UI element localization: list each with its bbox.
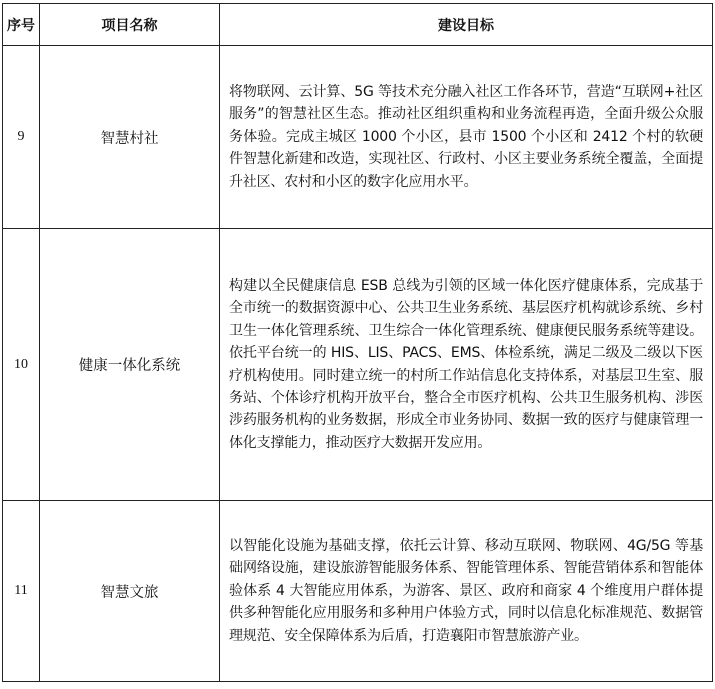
header-row — [3, 4, 713, 46]
project-name-cell: 智慧文旅 — [40, 501, 220, 682]
serial-number-cell: 11 — [3, 501, 40, 682]
project-name-cell: 智慧村社 — [40, 46, 220, 229]
table-body — [3, 46, 713, 682]
construction-goal-cell: 将物联网、云计算、5G 等技术充分融入社区工作各环节，营造“互联网+社区服务”的智慧社区生态。推动社区组织重构和业务流程再造，全面升级公众服务体验。完成主城区 1000 个小区，县市 1500 个小区和 2412 个村的软硬件智慧化新建和改造，实现社区、行政村、小区主要业务系统全覆盖，全面提升社区、农村和小区的数字化应用水平。 — [220, 46, 713, 229]
construction-goal-cell: 以智能化设施为基础支撑，依托云计算、移动互联网、物联网、4G/5G 等基础网络设施，建设旅游智能服务体系、智能管理体系、智能营销体系和智能体验体系 4 大智能应用体系，为游客、景区、政府和商家 4 个维度用户群体提供多种智能化应用服务和多种用户体验方式，同时以信息化标准规范、数据管理规范、安全保障体系为后盾，打造襄阳市智慧旅游产业。 — [220, 501, 713, 682]
project-table — [2, 3, 713, 682]
header-project-name: 项目名称 — [40, 4, 220, 46]
table-row — [3, 501, 713, 682]
project-name-cell: 健康一体化系统 — [40, 229, 220, 501]
header-construction-goal: 建设目标 — [220, 4, 713, 46]
construction-goal-cell: 构建以全民健康信息 ESB 总线为引领的区域一体化医疗健康体系，完成基于全市统一的数据资源中心、公共卫生业务系统、基层医疗机构就诊系统、乡村卫生一体化管理系统、卫生综合一体化管理系统、健康便民服务系统等建设。依托平台统一的 HIS、LIS、PACS、EMS、体检系统，满足二级及二级以下医疗机构使用。同时建立统一的村所工作站信息化支持体系，对基层卫生室、服务站、个体诊疗机构开放平台，整合全市医疗机构、公共卫生服务机构、涉医涉药服务机构的业务数据，形成全市业务协同、数据一致的医疗与健康管理一体化支撑能力，推动医疗大数据开发应用。 — [220, 229, 713, 501]
serial-number-cell: 9 — [3, 46, 40, 229]
serial-number-cell: 10 — [3, 229, 40, 501]
table-row — [3, 46, 713, 229]
table-row — [3, 229, 713, 501]
table-header — [3, 4, 713, 46]
header-serial-number: 序号 — [3, 4, 40, 46]
